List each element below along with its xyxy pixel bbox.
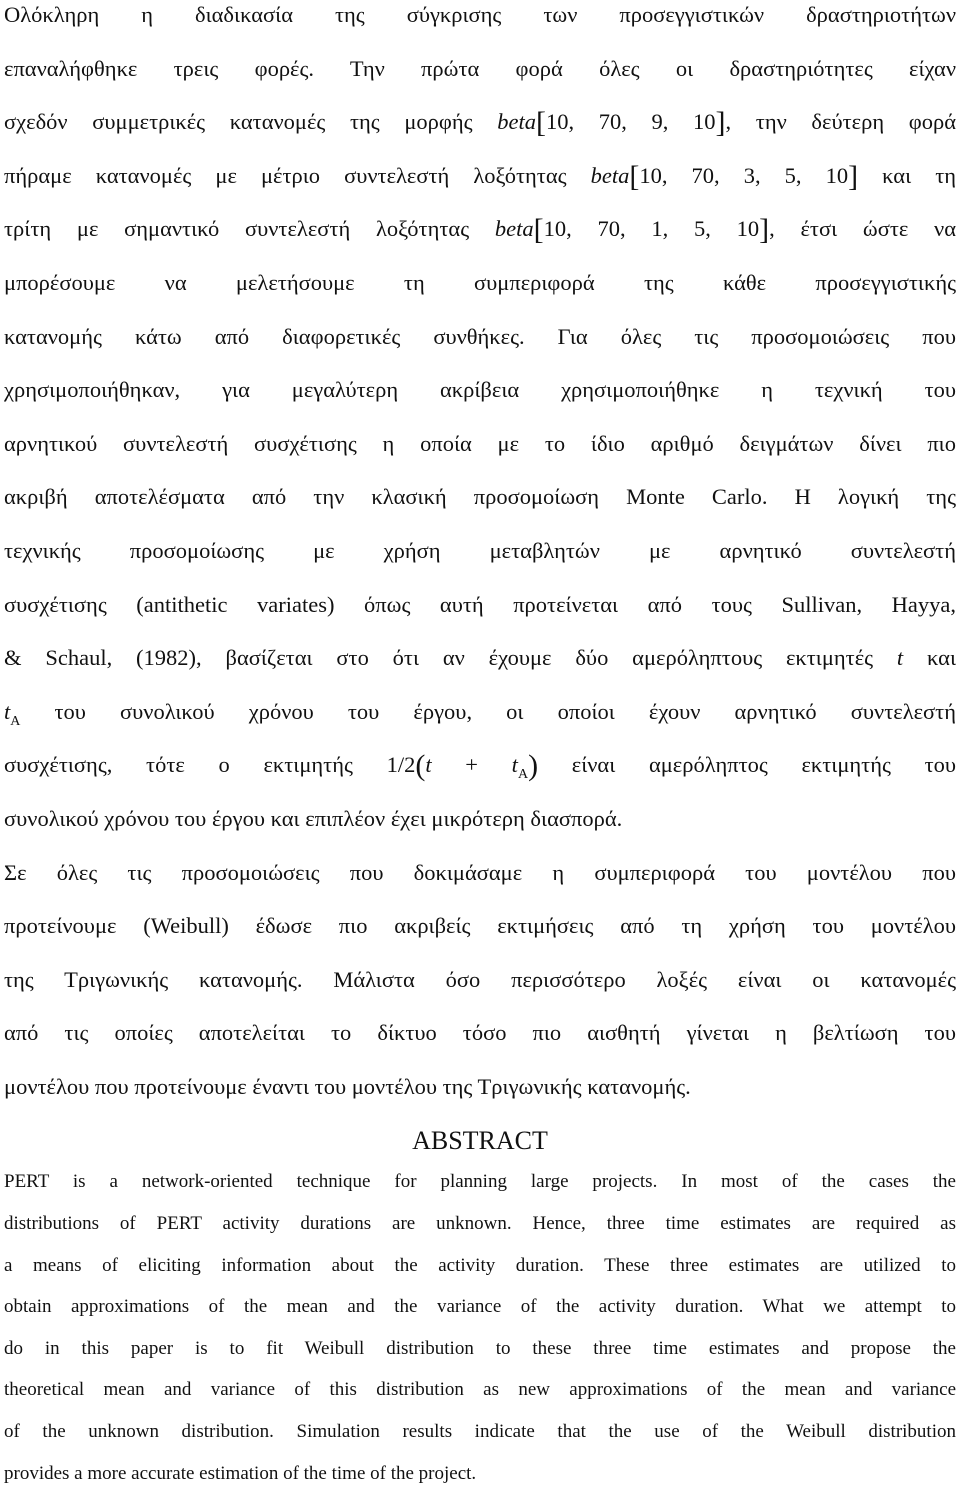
text-line: [4, 631, 956, 685]
text-line: μπορέσουμε να μελετήσουμε τη συμπεριφορά της κάθε προσεγγιστικής: [4, 269, 956, 295]
text-line: distributions of PERT activity durations are unknown. Hence, three time estimates are required as: [4, 1213, 956, 1235]
math-beta-label: beta: [497, 109, 536, 135]
math-t: t: [4, 698, 11, 724]
text-line: επαναλήφθηκε τρεις φορές. Την πρώτα φορά όλες οι δραστηριότητες είχαν: [4, 55, 956, 81]
text-line: [4, 685, 956, 739]
math-beta-args: 10, 70, 9, 10: [545, 109, 716, 135]
math-beta-args: 10, 70, 3, 5, 10: [639, 162, 849, 188]
abstract-body: [4, 1161, 956, 1494]
text-line: τεχνικής προσομοίωσης με χρήση μεταβλητών με αρνητικό συντελεστή: [4, 537, 956, 563]
text-line: theoretical mean and variance of this distribution as new approximations of the mean and variance: [4, 1379, 956, 1401]
text-line: PERT is a network-oriented technique for planning large projects. In most of the cases the: [4, 1171, 956, 1193]
text-segment: , την δεύτερη φορά: [725, 109, 956, 135]
text-line: συσχέτισης, τότε ο εκτιμητής $1/2(t + t_A)$ είναι αμερόληπτος εκτιμητής του: [4, 749, 956, 783]
math-subscript: A: [517, 767, 529, 783]
text-line: Σε όλες τις προσομοιώσεις που δοκιμάσαμε η συμπεριφορά του μοντέλου που: [4, 859, 956, 885]
math-beta-label: beta: [494, 216, 534, 242]
text-line: μοντέλου που προτείνουμε έναντι του μοντέλου της Τριγωνικής κατανομής.: [4, 1073, 691, 1099]
text-line: κατανομής κάτω από διαφορετικές συνθήκες. Για όλες τις προσομοιώσεις που: [4, 323, 956, 349]
math-plus: +: [465, 752, 478, 778]
math-subscript: A: [10, 713, 21, 729]
text-segment: και τη: [882, 162, 956, 188]
text-line: χρησιμοποιήθηκαν, για μεγαλύτερη ακρίβεια χρησιμοποιήθηκε η τεχνική του: [4, 377, 956, 403]
text-segment: και: [927, 645, 956, 671]
text-segment: του συνολικού χρόνου του έργου, οι οποίοι έχουν αρνητικό συντελεστή: [54, 698, 956, 724]
paragraph-greek-1: [4, 0, 956, 846]
text-line: της Τριγωνικής κατανομής. Μάλιστα όσο περισσότερο λοξές είναι οι κατανομές: [4, 966, 956, 992]
math-beta-args: 10, 70, 1, 5, 10: [543, 216, 760, 242]
text-segment: είναι αμερόληπτος εκτιμητής του: [571, 752, 956, 778]
text-segment: πήραμε κατανομές με μέτριο συντελεστή λοξότητας: [4, 162, 567, 188]
text-line: a means of eliciting information about the activity duration. These three estimates are utilized to: [4, 1254, 956, 1276]
text-line: Ολόκληρη η διαδικασία της σύγκρισης των προσεγγιστικών δραστηριοτήτων: [4, 2, 956, 27]
abstract-heading: ABSTRACT: [412, 1126, 548, 1156]
text-segment: , έτσι ώστε να: [769, 216, 956, 242]
text-line: provides a more accurate estimation of the time of the project.: [4, 1462, 477, 1484]
text-segment: σχεδόν συμμετρικές κατανομές της μορφής: [4, 109, 473, 135]
math-estimator-prefix: 1/2: [386, 752, 416, 778]
math-beta-label: beta: [590, 162, 630, 188]
text-line: obtain approximations of the mean and the variance of the activity duration. What we attempt to: [4, 1296, 956, 1318]
text-segment: συσχέτισης, τότε ο εκτιμητής: [4, 752, 353, 778]
text-segment: & Schaul, (1982), βασίζεται στο ότι αν έχουμε δύο αμερόληπτους εκτιμητές: [4, 645, 874, 671]
text-line: σχεδόν συμμετρικές κατανομές της μορφής beta[10, 70, 9, 10], την δεύτερη φορά: [4, 106, 956, 140]
math-t: t: [511, 752, 518, 778]
text-line: ακριβή αποτελέσματα από την κλασική προσομοίωση Monte Carlo. Η λογική της: [4, 484, 956, 510]
math-t: t: [896, 645, 904, 671]
text-line: of the unknown distribution. Simulation results indicate that the use of the Weibull distribution: [4, 1421, 956, 1443]
text-line: προτείνουμε (Weibull) έδωσε πιο ακριβείς εκτιμήσεις από τη χρήση του μοντέλου: [4, 913, 956, 939]
text-segment: τρίτη με σημαντικό συντελεστή λοξότητας: [4, 216, 470, 242]
text-line: συσχέτισης (antithetic variates) όπως αυτή προτείνεται από τους Sullivan, Hayya,: [4, 591, 956, 617]
math-t: t: [425, 752, 432, 778]
text-line: αρνητικού συντελεστή συσχέτισης η οποία με το ίδιο αριθμό δειγμάτων δίνει πιο: [4, 430, 956, 456]
text-line: do in this paper is to fit Weibull distribution to these three time estimates and propose the: [4, 1337, 956, 1359]
text-line: τρίτη με σημαντικό συντελεστή λοξότητας beta[10, 70, 1, 5, 10], έτσι ώστε να: [4, 213, 956, 247]
paragraph-greek-2: [4, 846, 956, 1114]
text-line: συνολικού χρόνου του έργου και επιπλέον έχει μικρότερη διασπορά.: [4, 805, 623, 831]
text-line: από τις οποίες αποτελείται το δίκτυο τόσο πιο αισθητή γίνεται η βελτίωση του: [4, 1020, 956, 1046]
text-line: πήραμε κατανομές με μέτριο συντελεστή λοξότητας beta[10, 70, 3, 5, 10] και τη: [4, 159, 956, 193]
